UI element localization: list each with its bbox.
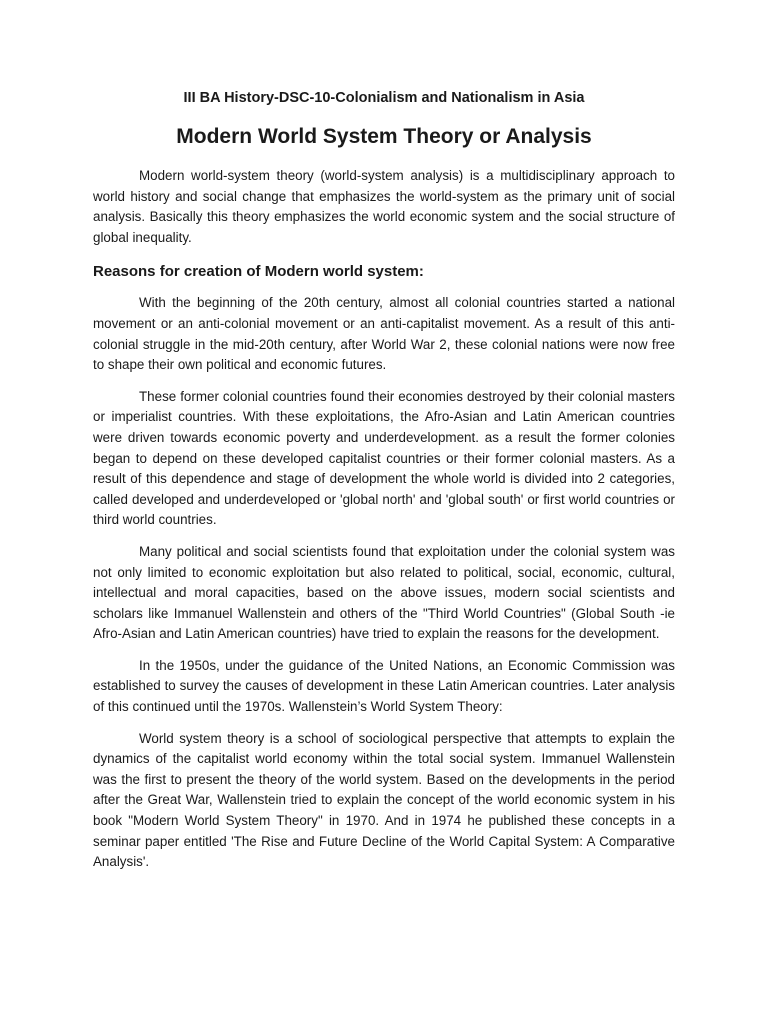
body-paragraph-5: World system theory is a school of sociological perspective that attempts to explain the dynamics of the capitalist world economy within the total social system. Immanuel Wallenstein was the first to present the theory of the world system. Based on the developments in the period after the Great War, Wallenstein tried to explain the concept of the world economic system in his book "Modern World System Theory" in 1970. And in 1974 he published these concepts in a seminar paper entitled 'The Rise and Future Decline of the World Capital System: A Comparative Analysis'. <box>93 730 675 870</box>
body-paragraph-2: These former colonial countries found their economies destroyed by their colonial masters or imperialist countries. With these exploitations, the Afro-Asian and Latin American countries were driven towards economic poverty and underdevelopment. as a result the former colonies began to depend on these developed capitalist countries or their former colonial masters. As a result of this dependence and stage of development the whole world is divided into 2 categories, called developed and underdeveloped or 'global north' and 'global south' or first world countries or third world countries. <box>93 388 675 528</box>
document-title: Modern World System Theory or Analysis <box>176 125 592 148</box>
body-paragraph-1: With the beginning of the 20th century, almost all colonial countries started a national movement or an anti-colonial movement or an anti-capitalist movement. As a result of this anti-colonial struggle in the mid-20th century, after World War 2, these colonial nations were now free to shape their own political and economic futures. <box>93 295 675 373</box>
document-page <box>93 88 675 884</box>
course-title: III BA History-DSC-10-Colonialism and Nationalism in Asia <box>183 90 585 106</box>
body-paragraph-3: Many political and social scientists found that exploitation under the colonial system was not only limited to economic exploitation but also related to political, social, economic, cultural, intellectual and moral capacities, based on the above issues, modern social scientists and scholars like Immanuel Wallenstein and others of the "Third World Countries" (Global South -ie Afro-Asian and Latin American countries) have tried to explain the reasons for the development. <box>93 543 675 642</box>
intro-paragraph: Modern world-system theory (world-system analysis) is a multidisciplinary approach to world history and social change that emphasizes the world-system as the primary unit of social analysis. Basically this theory emphasizes the world economic system and the social structure of global inequality. <box>93 168 675 245</box>
body-paragraph-4: In the 1950s, under the guidance of the United Nations, an Economic Commission was established to survey the causes of development in these Latin American countries. Later analysis of this continued until the 1970s. Wallenstein’s World System Theory: <box>93 657 675 715</box>
section-heading: Reasons for creation of Modern world system: <box>93 263 424 281</box>
